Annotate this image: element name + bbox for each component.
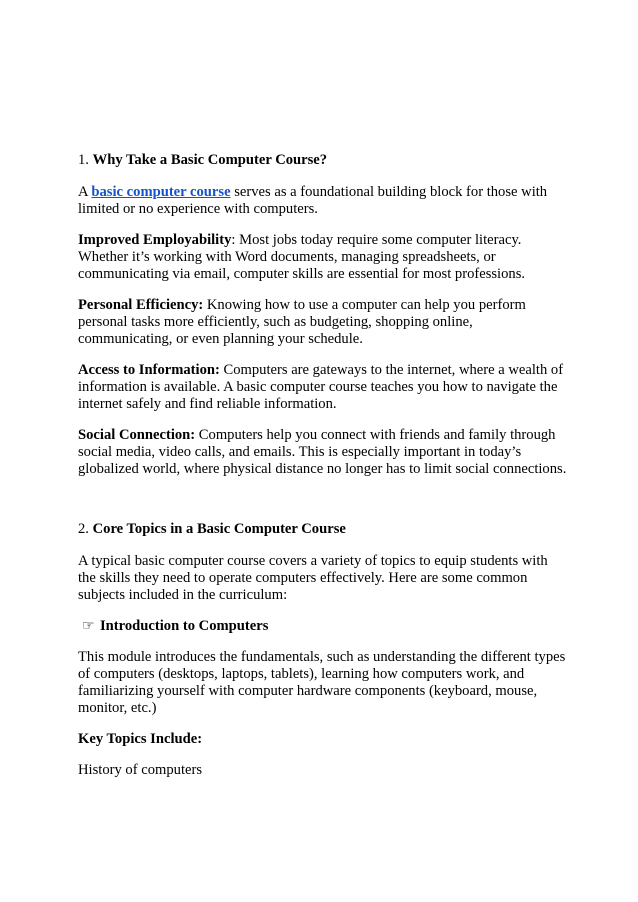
- intro-prefix: A: [78, 184, 88, 200]
- section-1-intro: [78, 184, 568, 218]
- key-topics-label-text: Key Topics Include:: [78, 731, 203, 747]
- benefit-text: Most jobs today require some computer literacy. Whether it’s working with Word documents, managing spreadsheets, or communicating via email, computer skills are essential for most professions.: [78, 232, 526, 282]
- section-1-title: Why Take a Basic Computer Course?: [92, 152, 328, 168]
- document-page: [78, 152, 568, 793]
- intro-rest: serves as a foundational building block for those with limited or no experience with computers.: [78, 184, 548, 217]
- benefit-text: Computers help you connect with friends and family through social media, video calls, and emails. This is especially important in today’s globalized world, where physical distance no longer has to limit social connections.: [78, 427, 567, 477]
- benefit-label: Social Connection:: [78, 427, 196, 443]
- benefit-label: Personal Efficiency:: [78, 297, 204, 313]
- benefit-label: Access to Information:: [78, 362, 220, 378]
- section-spacer: [78, 492, 568, 521]
- hand-pointing-right-icon: ☞: [82, 618, 95, 634]
- section-2-number: 2.: [78, 521, 89, 537]
- subheading-text: Introduction to Computers: [100, 618, 269, 634]
- module-description: This module introduces the fundamentals, such as understanding the different types of computers (desktops, laptops, tablets), learning how computers work, and familiarizing yourself with computer hardware components (keyboard, mouse, monitor, etc.): [78, 649, 566, 716]
- section-2-heading: [78, 521, 568, 538]
- section-1-heading: [78, 152, 568, 169]
- benefit-improved-employability: [78, 232, 568, 283]
- section-2-intro: A typical basic computer course covers a variety of topics to equip students with the skills they need to operate computers effectively. Here are some common subjects included in the curriculum:: [78, 553, 548, 603]
- benefit-access-to-information: [78, 362, 568, 413]
- key-topics-label: [78, 731, 568, 748]
- section-1-number: 1.: [78, 152, 89, 168]
- section-2-title: Core Topics in a Basic Computer Course: [92, 521, 346, 537]
- benefit-text: Knowing how to use a computer can help you perform personal tasks more efficiently, such as budgeting, shopping online, communicating, or even planning your schedule.: [78, 297, 526, 347]
- subheading-introduction-to-computers: [78, 618, 568, 635]
- benefit-text: Computers are gateways to the internet, where a wealth of information is available. A basic computer course teaches you how to navigate the internet safely and find reliable information.: [78, 362, 564, 412]
- benefit-separator: :: [231, 232, 236, 248]
- benefit-personal-efficiency: [78, 297, 568, 348]
- benefit-social-connection: [78, 427, 568, 478]
- basic-computer-course-link[interactable]: basic computer course: [91, 184, 231, 200]
- benefit-label: Improved Employability: [78, 232, 232, 248]
- key-topic-item: History of computers: [78, 762, 203, 778]
